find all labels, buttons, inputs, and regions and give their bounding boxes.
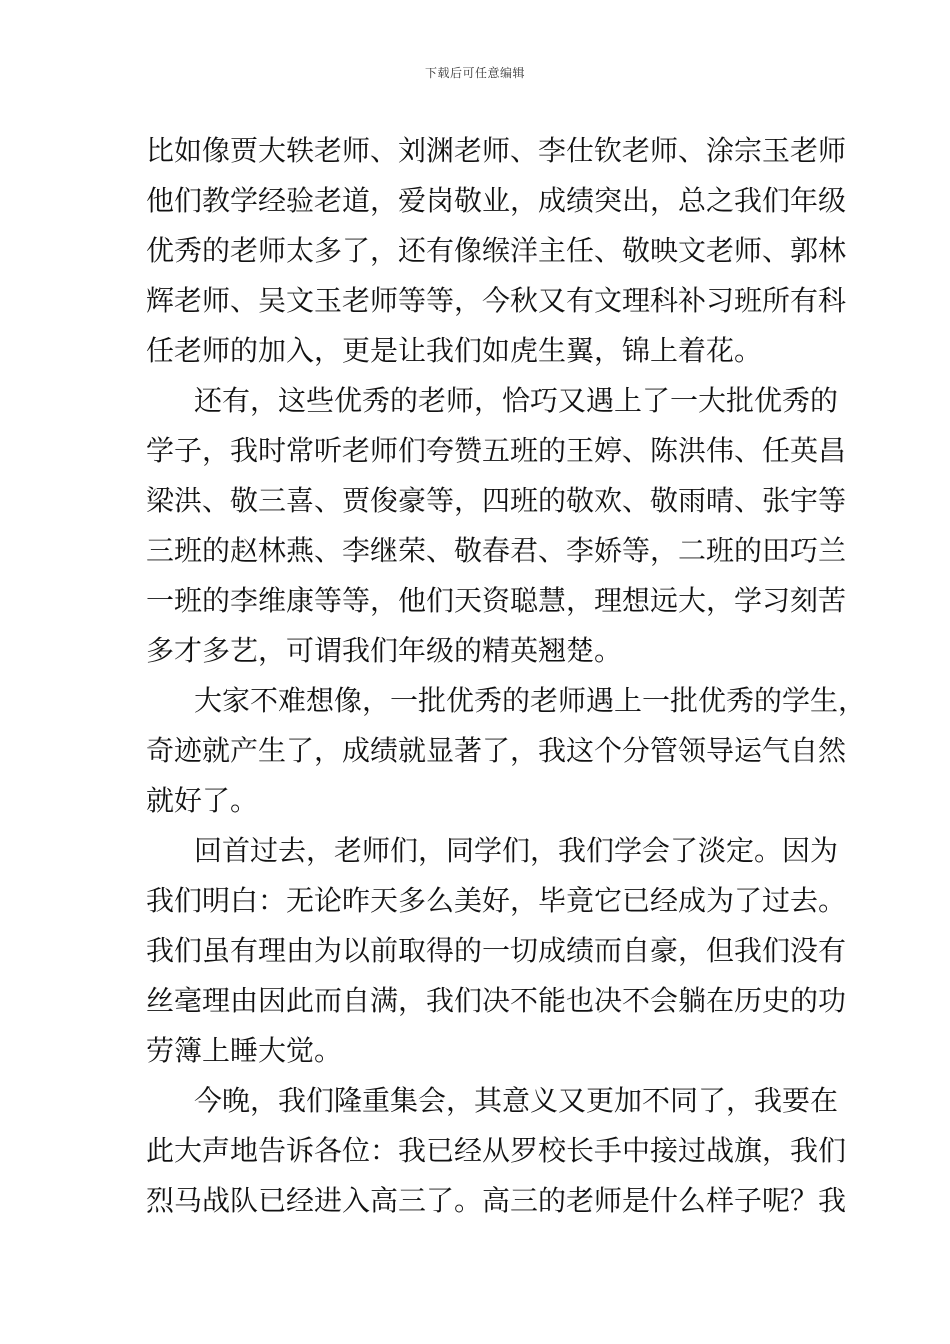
text-line: 丝毫理由因此而自满，我们决不能也决不会躺在历史的功 xyxy=(146,984,847,1017)
text-line: 学子，我时常听老师们夸赞五班的王婷、陈洪伟、任英昌 xyxy=(146,434,847,467)
text-line: 他们教学经验老道，爱岗敬业，成绩突出，总之我们年级 xyxy=(146,184,847,217)
text-line: 劳簿上睡大觉。 xyxy=(146,1034,343,1067)
text-line: 就好了。 xyxy=(146,784,259,817)
text-line: 奇迹就产生了，成绩就显著了，我这个分管领导运气自然 xyxy=(146,734,847,767)
paragraph-first-line: 回首过去，老师们，同学们，我们学会了淡定。因为 xyxy=(194,834,839,867)
text-line: 我们虽有理由为以前取得的一切成绩而自豪，但我们没有 xyxy=(146,934,847,967)
text-line: 此大声地告诉各位：我已经从罗校长手中接过战旗，我们 xyxy=(146,1134,847,1167)
text-line: 烈马战队已经进入高三了。高三的老师是什么样子呢？我 xyxy=(146,1184,847,1217)
text-line: 多才多艺，可谓我们年级的精英翘楚。 xyxy=(146,634,623,667)
text-line: 一班的李维康等等，他们天资聪慧，理想远大，学习刻苦 xyxy=(146,584,847,617)
text-line: 三班的赵林燕、李继荣、敬春君、李娇等，二班的田巧兰 xyxy=(146,534,847,567)
text-line: 辉老师、吴文玉老师等等，今秋又有文理科补习班所有科 xyxy=(146,284,847,317)
paragraph-first-line: 大家不难想像，一批优秀的老师遇上一批优秀的学生， xyxy=(194,684,867,717)
paragraph-first-line: 今晚，我们隆重集会，其意义又更加不同了，我要在 xyxy=(194,1084,839,1117)
text-line: 我们明白：无论昨天多么美好，毕竟它已经成为了过去。 xyxy=(146,884,847,917)
text-line: 优秀的老师太多了，还有像缑洋主任、敬映文老师、郭林 xyxy=(146,234,847,267)
text-line: 任老师的加入，更是让我们如虎生翼，锦上着花。 xyxy=(146,334,763,367)
text-line: 梁洪、敬三喜、贾俊豪等，四班的敬欢、敬雨晴、张宇等 xyxy=(146,484,847,517)
text-line: 比如像贾大轶老师、刘渊老师、李仕钦老师、涂宗玉老师 xyxy=(146,134,847,167)
paragraph-first-line: 还有，这些优秀的老师，恰巧又遇上了一大批优秀的 xyxy=(194,384,839,417)
page-header: 下载后可任意编辑 xyxy=(424,66,525,80)
